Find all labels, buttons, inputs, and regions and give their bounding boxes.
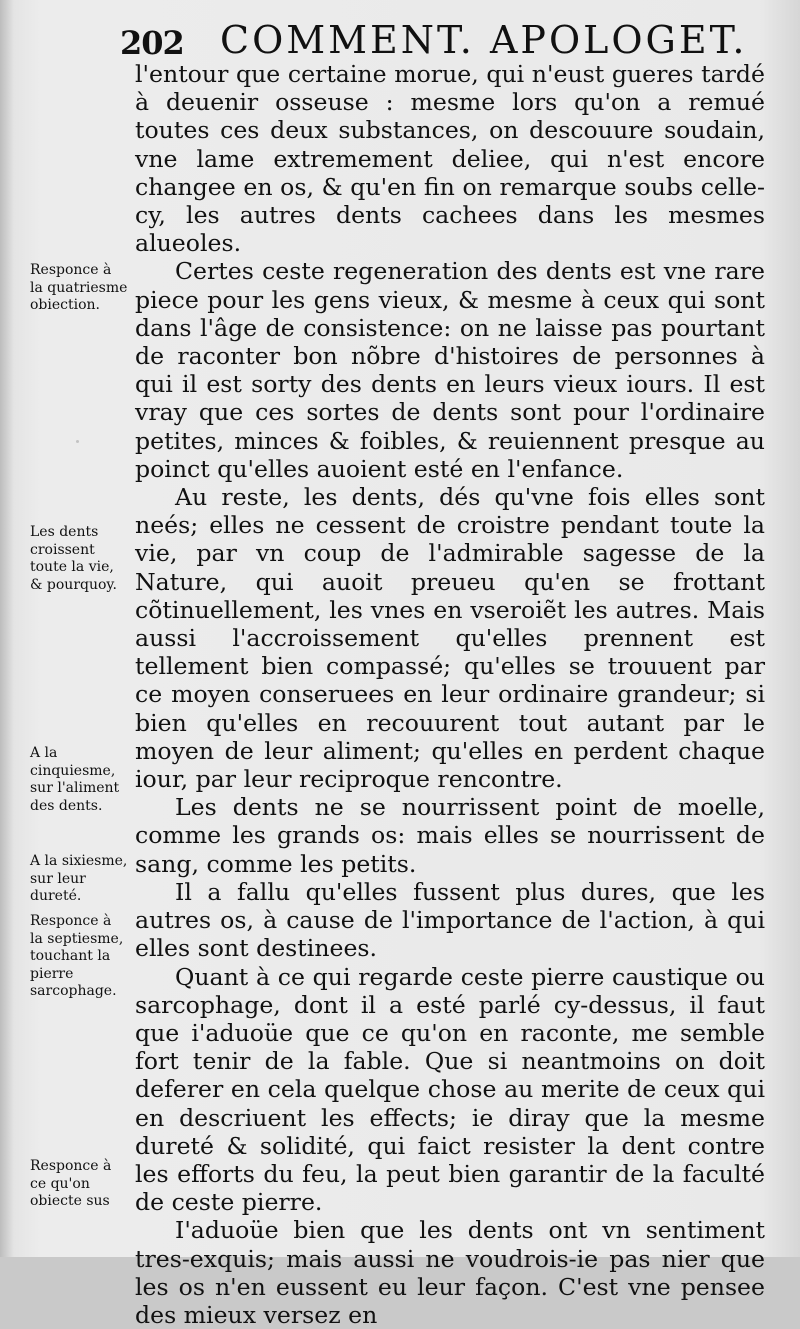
margin-note: A la sixiesme, sur leur dureté. [30, 853, 128, 904]
body-text [135, 60, 765, 1329]
paragraph: Certes ceste regeneration des dents est vne rare piece pour les gens vieux, & mesme à ceux qui sont dans l'âge de consistence: on ne laisse pas pourtant de raconter bon nõbre d'histoires de personnes à qui il est sorty des dents en leurs vieux iours. Il est vray que ces sortes de dents sont pour l'ordinaire petites, minces & foibles, & reuiennent presque au poinct qu'elles auoient esté en l'enfance. [135, 257, 765, 483]
paragraph: I'aduoüe bien que les dents ont vn sentiment tres-exquis; mais aussi ne voudrois-ie pas nier que les os n'en eussent eu leur façon. C'est vne pensee des mieux versez en [135, 1216, 765, 1329]
paragraph: Les dents ne se nourrissent point de moelle, comme les grands os: mais elles se nourrissent de sang, comme les petits. [135, 793, 765, 878]
page-number: 202 [120, 24, 184, 62]
paragraph: Au reste, les dents, dés qu'vne fois elles sont neés; elles ne cessent de croistre pendant toute la vie, par vn coup de l'admirable sagesse de la Nature, qui auoit preueu qu'en se frottant cõtinuellement, les vnes en vseroiẽt les autres. Mais aussi l'accroissement qu'elles prennent est tellement bien compassé; qu'elles se trouuent par ce moyen conseruees en leur ordinaire grandeur; si bien qu'elles en recouurent tout autant par le moyen de leur aliment; qu'elles en perdent chaque iour, par leur reciproque rencontre. [135, 483, 765, 794]
margin-note: Responce à la quatriesme obiection. [30, 262, 128, 313]
margin-note: Les dents croissent toute la vie, & pourquoy. [30, 524, 117, 593]
paragraph: Quant à ce qui regarde ceste pierre caustique ou sarcophage, dont il a esté parlé cy-dessus, il faut que i'aduoüe que ce qu'on en raconte, me semble fort tenir de la fable. Que si neantmoins on doit deferer en cela quelque chose au merite de ceux qui en descriuent les effects; ie diray que la mesme dureté & solidité, qui faict resister la dent contre les efforts du feu, la peut bien garantir de la faculté de ceste pierre. [135, 962, 765, 1217]
ink-speck [76, 440, 79, 443]
ink-speck [536, 895, 539, 898]
paragraph: l'entour que certaine morue, qui n'eust gueres tardé à deuenir osseuse : mesme lors qu'on a remué toutes ces deux substances, on descouure soudain, vne lame extremement deliee, qui n'est encore changee en os, & qu'en fin on remarque soubs celle-cy, les autres dents cachees dans les mesmes alueoles. [135, 60, 765, 258]
margin-note: Responce à ce qu'on obiecte sus [30, 1158, 112, 1209]
margin-note: Responce à la septiesme, touchant la pierre sarcophage. [30, 913, 124, 999]
ink-speck [652, 718, 656, 720]
margin-note: A la cinquiesme, sur l'aliment des dents. [30, 745, 120, 814]
running-head: COMMENT. APOLOGET. [220, 18, 748, 62]
paragraph: Il a fallu qu'elles fussent plus dures, que les autres os, à cause de l'importance de l'action, à qui elles sont destinees. [135, 877, 765, 963]
page-header [120, 18, 800, 62]
